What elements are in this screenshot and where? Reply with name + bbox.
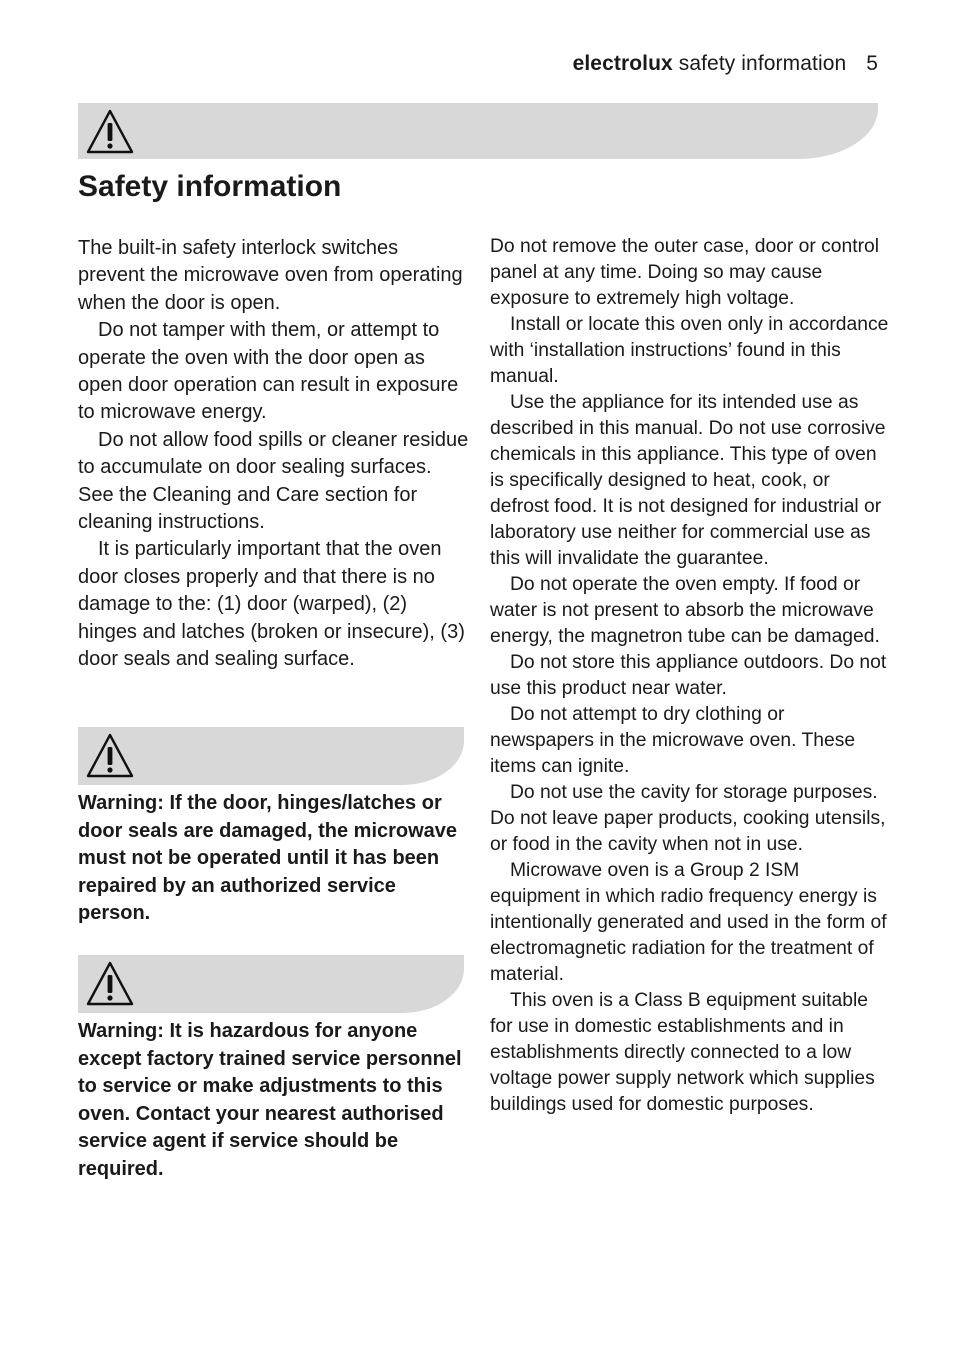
- warning-banner: [78, 727, 464, 785]
- safety-banner: [78, 103, 878, 159]
- warning-triangle-icon: [84, 959, 136, 1009]
- paragraph: Do not use the cavity for storage purposes. Do not leave paper products, cooking utensils, or food in the cavity when not in use.: [490, 782, 886, 855]
- paragraph: Do not operate the oven empty. If food or water is not present to absorb the microwave energy, the magnetron tube can be damaged.: [490, 574, 880, 647]
- left-column: [78, 235, 470, 674]
- paragraph: The built-in safety interlock switches prevent the microwave oven from operating when the door is open.: [78, 237, 463, 314]
- paragraph: Use the appliance for its intended use as described in this manual. Do not use corrosive chemicals in this appliance. This type of oven is specifically designed to heat, cook, or defrost food. It is not designed for industrial or laboratory use neither for commercial use as this will invalidate the guarantee.: [490, 392, 886, 569]
- paragraph: It is particularly important that the oven door closes properly and that there is no damage to the: (1) door (warped), (2) hinges and latches (broken or insecure), (3) door seals and sealing surface.: [78, 538, 465, 671]
- paragraph: This oven is a Class B equipment suitable for use in domestic establishments and in establishments directly connected to a low voltage power supply network which supplies buildings used for domestic purposes.: [490, 990, 875, 1115]
- paragraph: Do not tamper with them, or attempt to operate the oven with the door open as open door operation can result in exposure to microwave energy.: [78, 319, 459, 424]
- warning-triangle-icon: [84, 731, 136, 781]
- paragraph: Microwave oven is a Group 2 ISM equipment in which radio frequency energy is intentionally generated and used in the form of electromagnetic radiation for the treatment of material.: [490, 860, 887, 985]
- paragraph: Install or locate this oven only in accordance with ‘installation instructions’ found in this manual.: [490, 314, 889, 387]
- brand-name: electrolux: [572, 52, 673, 75]
- right-column: [490, 234, 890, 1118]
- page-number: 5: [866, 52, 878, 75]
- paragraph: Do not allow food spills or cleaner residue to accumulate on door sealing surfaces. See the Cleaning and Care section for cleaning instructions.: [78, 428, 469, 534]
- warning-banner: [78, 955, 464, 1013]
- warning-text: Warning: It is hazardous for anyone except factory trained service personnel to service or make adjustments to this oven. Contact your nearest authorised service agent if service should be required.: [78, 1020, 462, 1180]
- section-name: safety information: [678, 52, 847, 75]
- paragraph: Do not store this appliance outdoors. Do not use this product near water.: [490, 652, 887, 699]
- warning-triangle-icon: [84, 107, 136, 157]
- paragraph: Do not attempt to dry clothing or newspapers in the microwave oven. These items can ignite.: [490, 704, 856, 777]
- warning-text: Warning: If the door, hinges/latches or door seals are damaged, the microwave must not be operated until it has been repaired by an authorized service person.: [78, 792, 458, 924]
- page-title: Safety information: [78, 170, 342, 203]
- page-header: [573, 52, 878, 76]
- paragraph: Do not remove the outer case, door or control panel at any time. Doing so may cause exposure to extremely high voltage.: [490, 236, 880, 309]
